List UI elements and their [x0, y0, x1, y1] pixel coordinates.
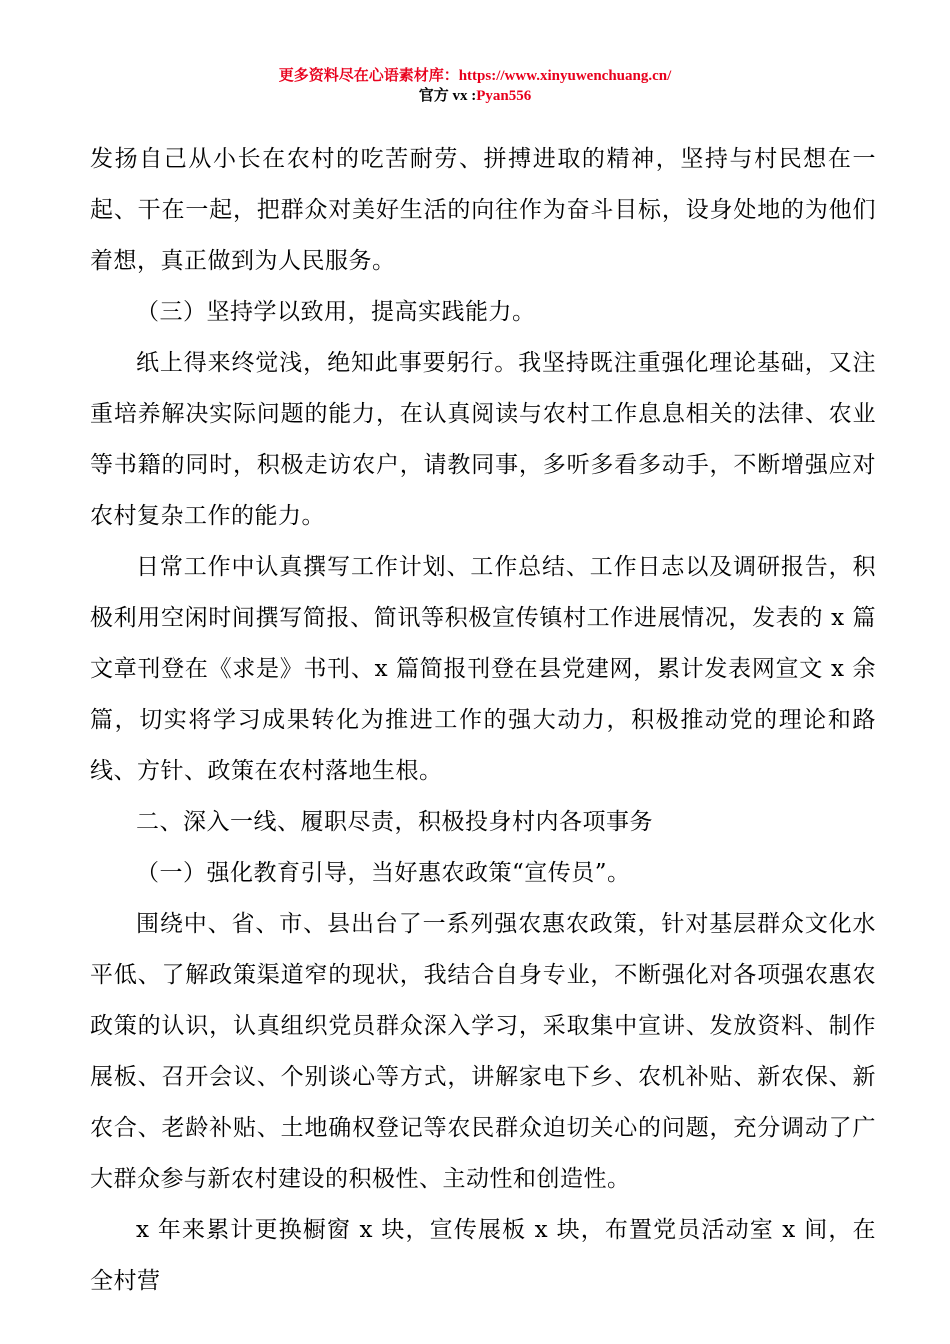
paragraph-truncated: x 年来累计更换橱窗 x 块，宣传展板 x 块，布置党员活动室 x 间，在全村营 — [90, 1217, 876, 1294]
header-line-2 — [0, 86, 950, 106]
header-url-link[interactable]: https://www.xinyuwenchuang.cn/ — [458, 68, 672, 84]
paragraph: 纸上得来终觉浅，绝知此事要躬行。我坚持既注重强化理论基础，又注重培养解决实际问题的能力，在认真阅读与农村工作息息相关的法律、农业等书籍的同时，积极走访农户，请教同事，多听多看多动手，不断增强应对农村复杂工作的能力。 — [90, 350, 876, 529]
header-line-1 — [0, 66, 950, 86]
page-header — [0, 66, 950, 106]
header-promo-text: 更多资料尽在心语素材库： — [278, 68, 459, 84]
section-heading-1: （一）强化教育引导，当好惠农政策“宣传员”。 — [136, 860, 631, 886]
paragraph: 围绕中、省、市、县出台了一系列强农惠农政策，针对基层群众文化水平低、了解政策渠道窄的现状，我结合自身专业，不断强化对各项强农惠农政策的认识，认真组织党员群众深入学习，采取集中宣讲、发放资料、制作展板、召开会议、个别谈心等方式，讲解家电下乡、农机补贴、新农保、新农合、老龄补贴、土地确权登记等农民群众迫切关心的问题，充分调动了广大群众参与新农村建设的积极性、主动性和创造性。 — [90, 911, 876, 1192]
document-body — [90, 134, 876, 1307]
header-vx-label: 官方 vx : — [418, 88, 477, 104]
paragraph-continuation: 发扬自己从小长在农村的吃苦耐劳、拼搏进取的精神，坚持与村民想在一起、干在一起，把群众对美好生活的向往作为奋斗目标，设身处地的为他们着想，真正做到为人民服务。 — [90, 146, 876, 274]
section-heading-3: （三）坚持学以致用，提高实践能力。 — [136, 299, 536, 325]
chapter-heading-2: 二、深入一线、履职尽责，积极投身村内各项事务 — [136, 809, 653, 835]
header-vx-id: Pyan556 — [476, 88, 532, 104]
paragraph: 日常工作中认真撰写工作计划、工作总结、工作日志以及调研报告，积极利用空闲时间撰写简报、简讯等积极宣传镇村工作进展情况，发表的 x 篇文章刊登在《求是》书刊、x 篇简报刊登在县党建网，累计发表网宣文 x 余篇，切实将学习成果转化为推进工作的强大动力，积极推动党的理论和路线、方针、政策在农村落地生根。 — [90, 554, 876, 784]
